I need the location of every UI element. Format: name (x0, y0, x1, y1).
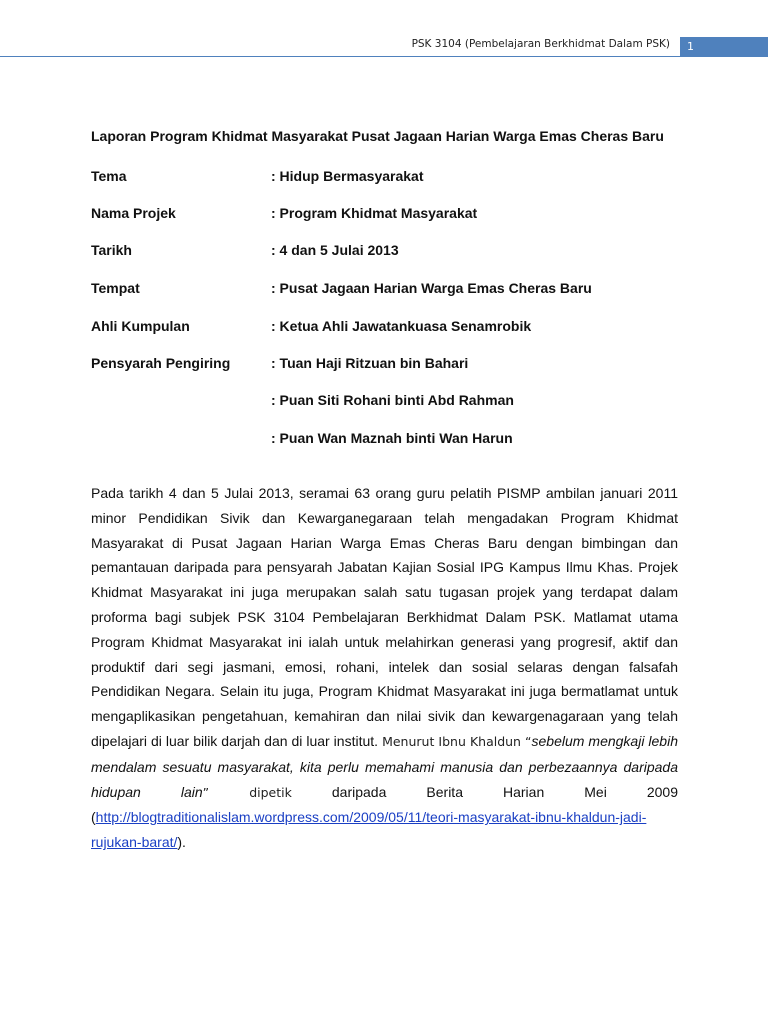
page-header (0, 36, 768, 58)
field-label: Tarikh (91, 242, 132, 258)
report-title: Laporan Program Khidmat Masyarakat Pusat Jagaan Harian Warga Emas Cheras Baru (91, 128, 664, 144)
paragraph-citation-intro: Menurut Ibnu Khaldun “ (378, 733, 532, 749)
field-value: : Ketua Ahli Jawatankuasa Senamrobik (271, 318, 532, 334)
field-value: : Hidup Bermasyarakat (271, 168, 424, 184)
field-label: Ahli Kumpulan (91, 318, 190, 334)
paragraph-citation-close: ” dipetik (202, 784, 292, 800)
paragraph-text: Pada tarikh 4 dan 5 Julai 2013, seramai 63 orang guru pelatih PISMP ambilan januari 2011 minor Pendidikan Sivik dan Kewarganegaraan telah mengadakan Program Khidmat Masyarakat di Pusat Jagaan Harian Warga Emas Cheras Baru dengan bimbingan dan pemantauan daripada para pensyarah Jabatan Kajian Sosial IPG Kampus Ilmu Khas. Projek Khidmat Masyarakat ini juga merupakan salah satu tugasan projek yang terdapat dalam proforma bagi subjek PSK 3104 Pembelajaran Berkhidmat Dalam PSK. Matlamat utama Program Khidmat Masyarakat ini ialah untuk melahirkan generasi yang progresif, aktif dan produktif dari segi jasmani, emosi, rohani, intelek dan sosial selaras dengan falsafah Pendidikan Negara. Selain itu juga, Program Khidmat Masyarakat ini juga bermatlamat untuk mengaplikasikan pengetahuan, kemahiran dan nilai sivik dan kewargenagaraan yang telah dipelajari di luar bilik darjah dan di luar institut. (91, 485, 678, 749)
field-value: : Pusat Jagaan Harian Warga Emas Cheras Baru (271, 280, 592, 296)
ibnu-khaldun-quote: sebelum mengkaji lebih mendalam sesuatu masyarakat, kita perlu memahami manusia dan perbezaannya daripada hidupan lain (91, 732, 678, 800)
field-label: Tema (91, 168, 127, 184)
field-value: : Tuan Haji Ritzuan bin Bahari (271, 355, 469, 371)
field-label: Nama Projek (91, 205, 176, 221)
field-value: : Program Khidmat Masyarakat (271, 205, 478, 221)
field-label: Pensyarah Pengiring (91, 355, 231, 371)
page-number-badge: 1 (680, 37, 768, 57)
header-rule (0, 56, 768, 57)
source-link[interactable]: http://blogtraditionalislam.wordpress.com/2009/05/11/teori-masyarakat-ibnu-khaldun-jadi-rujukan-barat/ (91, 809, 647, 851)
paragraph-end: ). (177, 834, 186, 851)
field-value: : Puan Siti Rohani binti Abd Rahman (271, 392, 514, 408)
field-value: : Puan Wan Maznah binti Wan Harun (271, 430, 513, 446)
body-paragraph (91, 481, 678, 855)
header-title: PSK 3104 (Pembelajaran Berkhidmat Dalam PSK) (411, 38, 670, 50)
field-value: : 4 dan 5 Julai 2013 (271, 242, 399, 258)
paragraph-source-intro: daripada Berita Harian Mei 2009 ( (91, 783, 678, 826)
field-label: Tempat (91, 280, 140, 296)
